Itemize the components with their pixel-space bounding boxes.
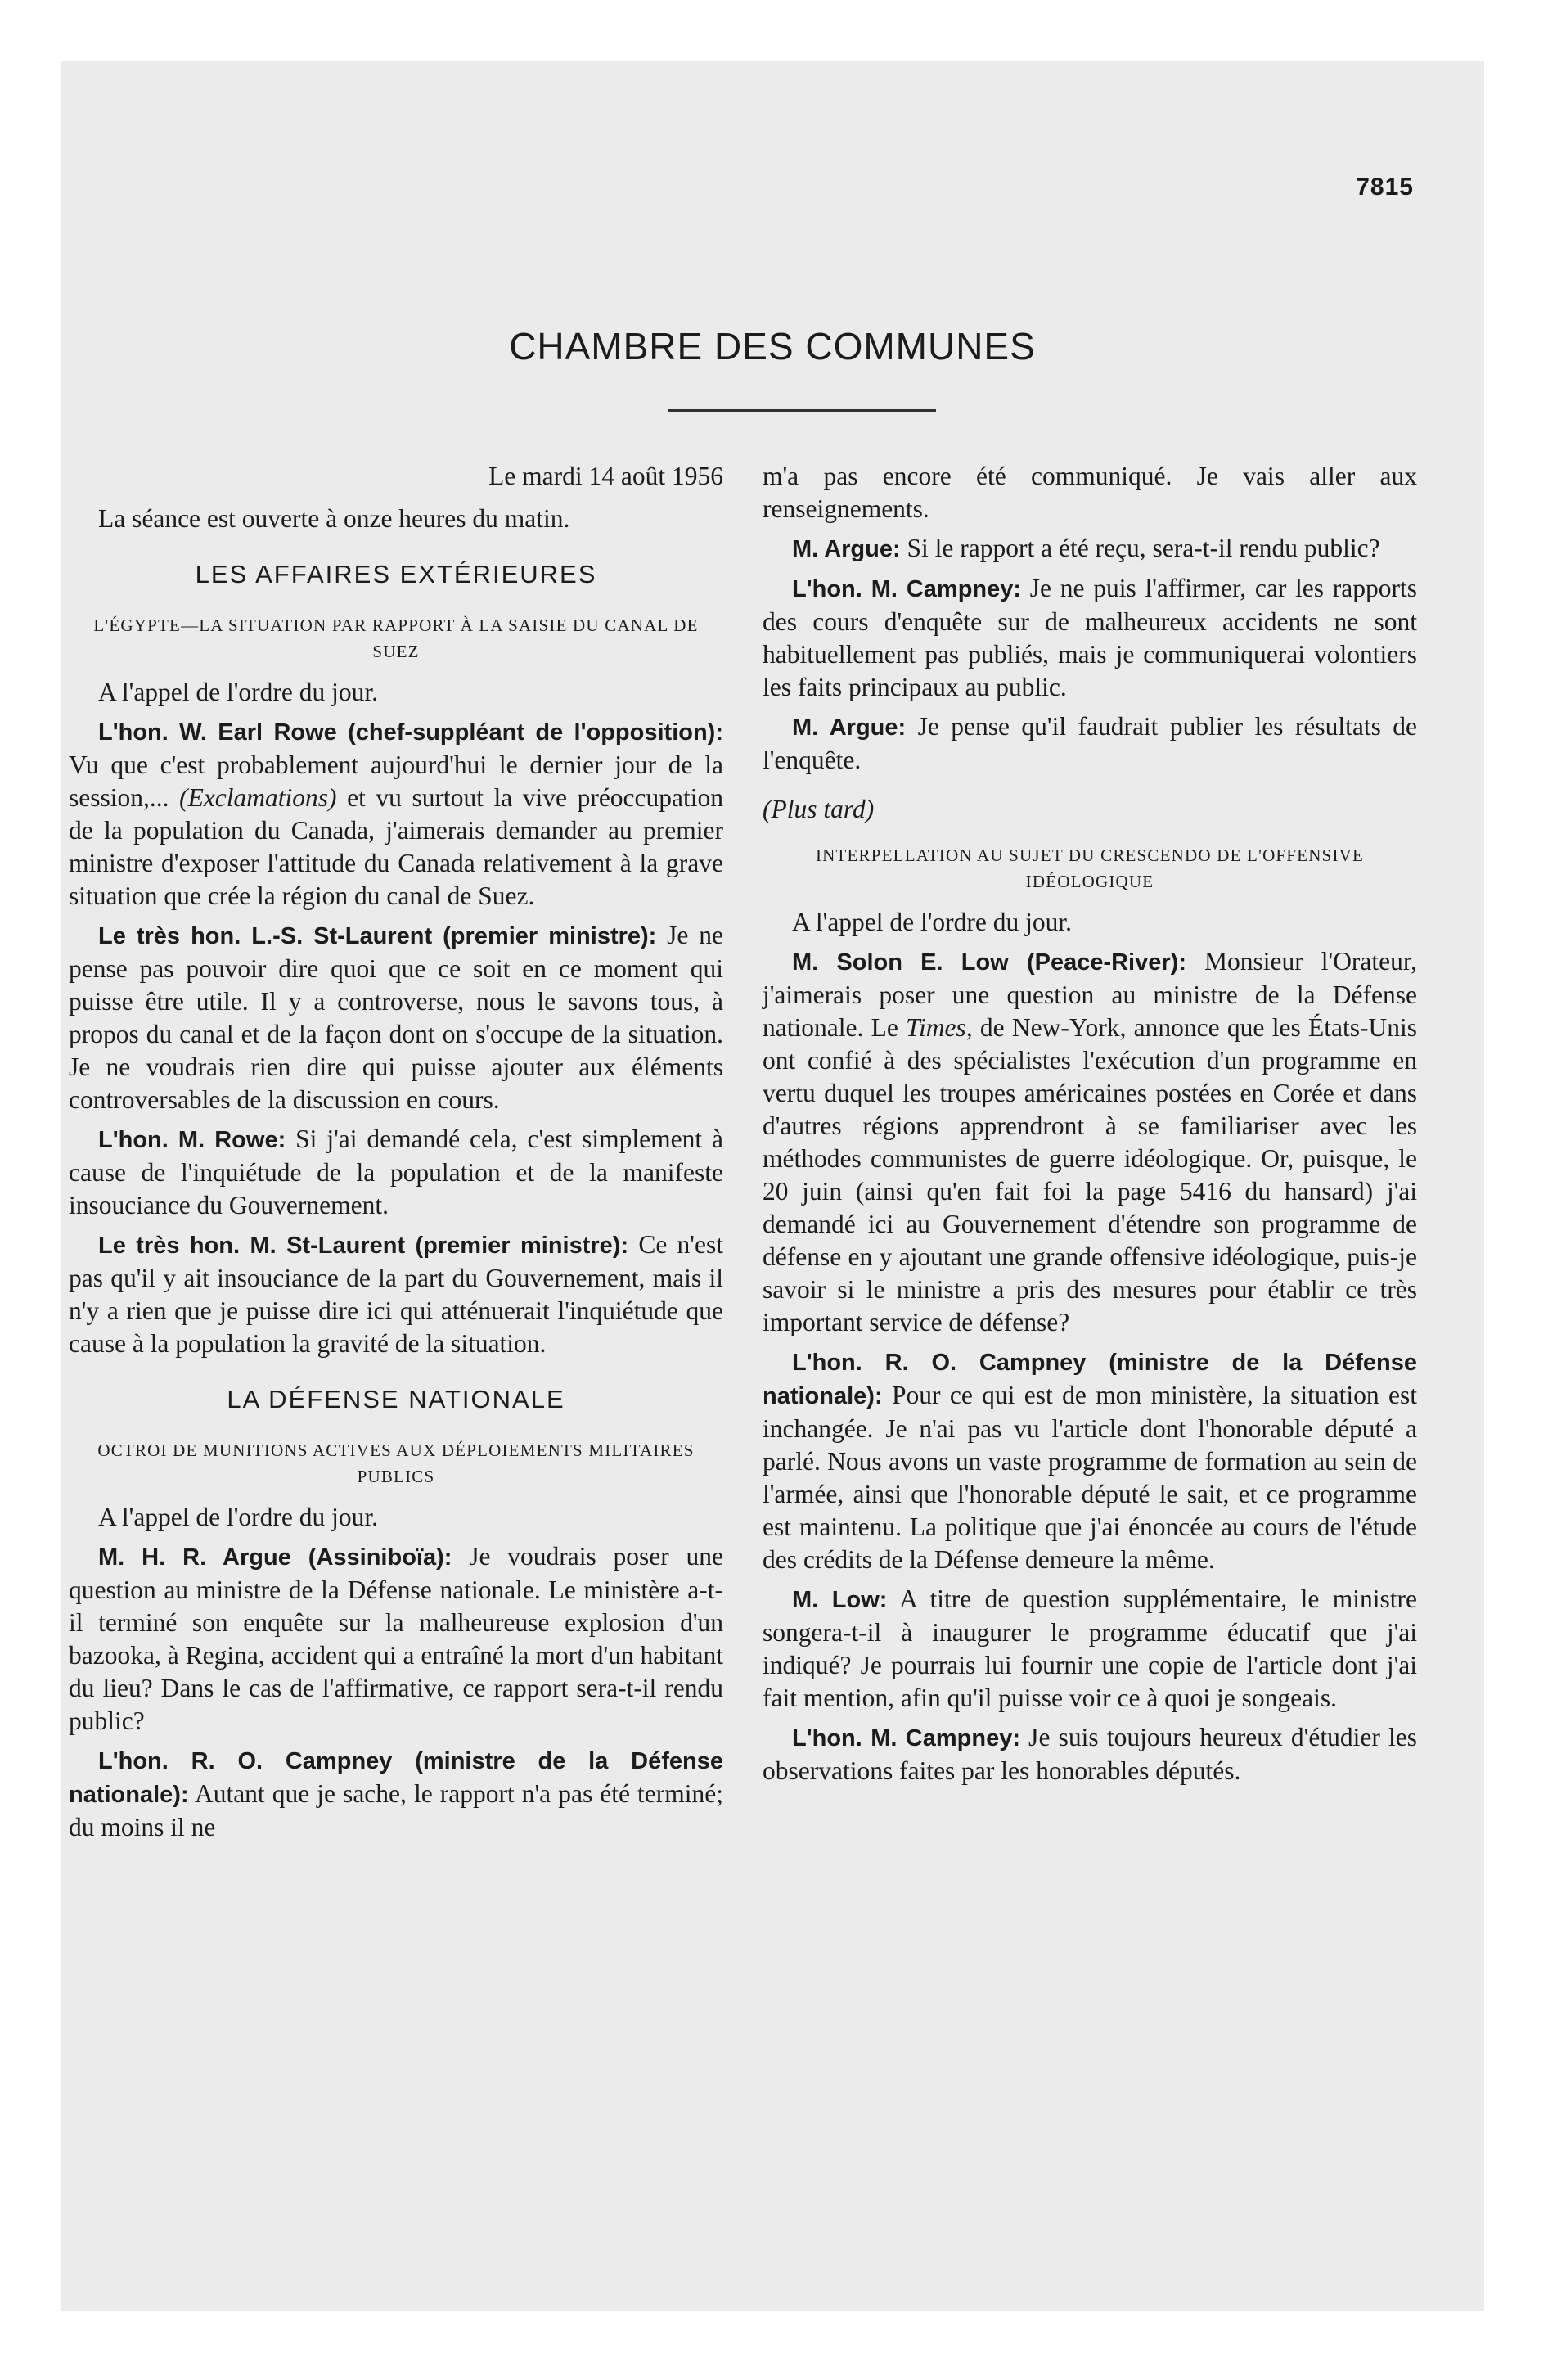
speech-text: Je pense qu'il faudrait publier les résultats de l'enquête.	[763, 712, 1417, 774]
section-heading-foreign-affairs: LES AFFAIRES EXTÉRIEURES	[195, 560, 597, 588]
speech-text: Pour ce qui est de mon ministère, la situation est inchangée. Je n'ai pas vu l'article dont l'honorable député a parlé. Nous avons un vaste programme de formation au sein de l'armée, ainsi que l'honorable député le sait, et ce programme est maintenu. La politique que j'ai énoncée au cours de l'étude des crédits de la Défense demeure la même.	[763, 1381, 1417, 1574]
speech-italic: (Exclamations)	[179, 783, 337, 812]
paragraph	[69, 1123, 723, 1222]
speaker-name: L'hon. M. Campney:	[792, 1725, 1020, 1751]
speaker-name: L'hon. R. O. Campney (ministre de la Défense nationale):	[69, 1748, 723, 1808]
speaker-name: M. Solon E. Low (Peace-River):	[792, 949, 1186, 976]
paragraph	[763, 710, 1417, 777]
page-title: CHAMBRE DES COMMUNES	[509, 325, 1036, 367]
order-of-day: A l'appel de l'ordre du jour.	[792, 908, 1073, 936]
session-date: Le mardi 14 août 1956	[488, 462, 723, 490]
speech-text: Vu que c'est probablement aujourd'hui le dernier jour de la session,...	[69, 751, 723, 812]
paragraph	[763, 572, 1417, 704]
paragraph	[69, 1228, 723, 1360]
paragraph	[763, 532, 1417, 566]
speech-italic: Times,	[906, 1013, 973, 1042]
speech-text: Je ne pense pas pouvoir dire quoi que ce soit en ce moment qui puisse être utile. Il y a controverse, nous le savons tous, à propos du canal et de la façon dont on s'occupe de la situation. Je ne voudrais rien dire qui puisse ajouter aux éléments controversables de la discussion en cours.	[69, 921, 723, 1114]
speaker-name: M. Low:	[792, 1587, 888, 1613]
speech-text: et vu surtout la vive préoccupation de la population du Canada, j'aimerais demander au premier ministre d'exposer l'attitude du Canada relativement à la grave situation que crée la région du canal de Suez.	[69, 783, 723, 910]
speech-text: Je voudrais poser une question au ministre de la Défense nationale. Le ministère a-t-il terminé son enquête sur la malheureuse explosion d'un bazooka, à Regina, accident qui a entraîné la mort d'un habitant du lieu? Dans le cas de l'affirmative, ce rapport sera-t-il rendu public?	[69, 1542, 723, 1735]
speech-text: Si le rapport a été reçu, sera-t-il rendu public?	[900, 534, 1380, 562]
later-note: (Plus tard)	[763, 795, 875, 823]
section-heading-national-defence: LA DÉFENSE NATIONALE	[227, 1385, 565, 1413]
speaker-name: M. H. R. Argue (Assiniboïa):	[98, 1544, 452, 1571]
order-of-day: A l'appel de l'ordre du jour.	[98, 1503, 379, 1531]
document-page	[61, 61, 1484, 2311]
speech-text: A titre de question supplémentaire, le ministre songera-t-il à inaugurer le programme éducatif que j'ai indiqué? Je pourrais lui fournir une copie de l'article dont j'ai fait mention, afin qu'il puisse voir ce à quoi je songeais.	[763, 1584, 1418, 1712]
paragraph	[69, 919, 723, 1116]
subheading-ideological-offensive: INTERPELLATION AU SUJET DU CRESCENDO DE L'OFFENSIVE IDÉOLOGIQUE	[815, 845, 1365, 891]
paragraph	[69, 1744, 723, 1844]
right-column	[763, 460, 1417, 1794]
paragraph	[763, 945, 1417, 1339]
subheading-munitions: OCTROI DE MUNITIONS ACTIVES AUX DÉPLOIEMENTS MILITAIRES PUBLICS	[97, 1440, 695, 1486]
speaker-name: Le très hon. M. St-Laurent (premier ministre):	[98, 1233, 629, 1259]
speaker-name: L'hon. R. O. Campney (ministre de la Défense nationale):	[763, 1350, 1417, 1409]
speech-text: Je ne puis l'affirmer, car les rapports des cours d'enquête sur de malheureux accidents ne sont habituellement pas publiés, mais je communiquerai volontiers les faits principaux au public.	[763, 574, 1417, 701]
paragraph	[69, 1540, 723, 1738]
speech-text: Ce n'est pas qu'il y ait insouciance de la part du Gouvernement, mais il n'y a rien que je puisse dire ici qui atténuerait l'inquiétude que cause à la population la gravité de la situation.	[69, 1230, 723, 1358]
left-column	[69, 460, 723, 1850]
speech-text: Je suis toujours heureux d'étudier les observations faites par les honorables députés.	[763, 1723, 1417, 1785]
subheading-suez: L'ÉGYPTE—LA SITUATION PAR RAPPORT À LA SAISIE DU CANAL DE SUEZ	[93, 615, 699, 661]
speech-text: Monsieur l'Orateur, j'aimerais poser une question au ministre de la Défense nationale. Le	[763, 947, 1417, 1042]
speaker-name: L'hon. M. Campney:	[792, 576, 1022, 602]
speech-text: de New-York, annonce que les États-Unis ont confié à des spécialistes l'exécution d'un programme en vertu duquel les troupes américaines postées en Corée et dans d'autres régions apprendront à se familiariser avec les méthodes communistes de guerre idéologique. Or, puisque, le 20 juin (ainsi qu'en fait foi la page 5416 du hansard) j'ai demandé ici au Gouvernement d'étendre son programme de défense en y ajoutant une grande offensive idéologique, puis-je savoir si le ministre a pris des mesures pour établir ce très important service de défense?	[763, 1013, 1417, 1336]
speech-text: Autant que je sache, le rapport n'a pas été terminé; du moins il ne	[69, 1779, 723, 1841]
speaker-name: M. Argue:	[792, 536, 901, 562]
speaker-name: Le très hon. L.-S. St-Laurent (premier ministre):	[98, 923, 657, 949]
paragraph	[763, 1721, 1417, 1787]
continued-text: m'a pas encore été communiqué. Je vais aller aux renseignements.	[763, 462, 1417, 523]
order-of-day: A l'appel de l'ordre du jour.	[98, 678, 379, 706]
paragraph	[763, 1346, 1417, 1576]
page-number: 7815	[1356, 174, 1414, 201]
speaker-name: M. Argue:	[792, 714, 907, 741]
paragraph	[763, 1583, 1417, 1715]
speaker-name: L'hon. M. Rowe:	[98, 1127, 286, 1153]
opening-text: La séance est ouverte à onze heures du matin.	[98, 504, 570, 533]
paragraph	[69, 715, 723, 913]
speaker-name: L'hon. W. Earl Rowe (chef-suppléant de l'opposition):	[98, 719, 723, 746]
title-rule	[668, 409, 936, 412]
speech-text: Si j'ai demandé cela, c'est simplement à cause de l'inquiétude de la population et de la manifeste insouciance du Gouvernement.	[69, 1125, 723, 1219]
